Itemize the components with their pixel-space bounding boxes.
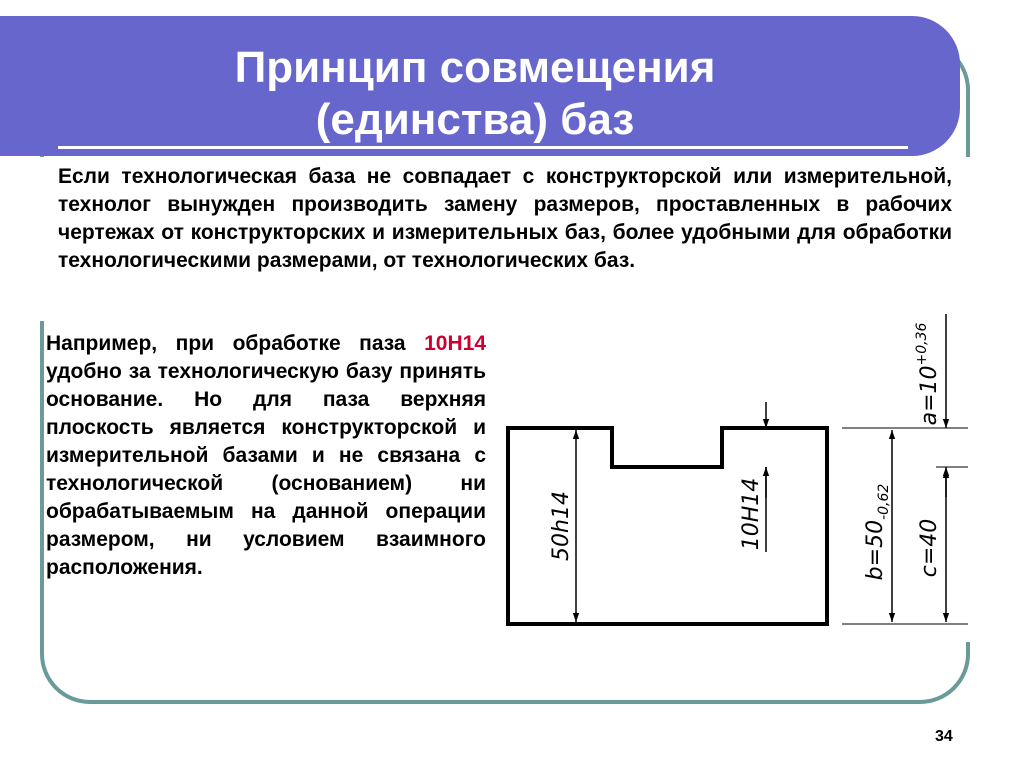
dim-label-a [914, 322, 942, 425]
dim-label-b [863, 484, 892, 581]
example-text-before: Например, при обработке паза [46, 332, 425, 355]
title-line-1: Принцип совмещения [234, 43, 716, 92]
dim-b-tolerance: -0,62 [876, 483, 892, 520]
dim-label-slot-depth: 10H14 [739, 477, 764, 551]
example-text-after: удобно за технологическую базу принять основание. Но для паза верхняя плоскость является конструкторской и измерительной базами и не связана с технологической (основанием) ни обрабатываемым на данной операции размером, ни условием взаимного расположения. [46, 360, 486, 579]
intro-text: Если технологическая база не совпадает с конструкторской или измерительной, технолог вынужден производить замену размеров, проставленных в рабочих чертежах от конструкторских и измерительных баз, более удобными для обработки технологическими размерами, от технологических баз. [58, 165, 952, 272]
title-underline [58, 146, 908, 149]
slide-title [0, 42, 950, 146]
dim-a-tolerance: +0,36 [914, 322, 930, 366]
slide-number: 34 [935, 728, 953, 745]
dim-label-c: c=40 [917, 518, 942, 578]
slot-drawing [500, 312, 972, 642]
dim-label-part-height: 50h14 [549, 491, 574, 561]
dim-a-value: a=10 [917, 365, 942, 426]
title-banner [0, 16, 960, 156]
intro-block [40, 157, 970, 321]
example-text [46, 330, 486, 582]
example-highlight: 10Н14 [424, 332, 486, 355]
dim-b-value: b=50 [863, 519, 888, 581]
title-line-2: (единства) баз [315, 95, 635, 144]
